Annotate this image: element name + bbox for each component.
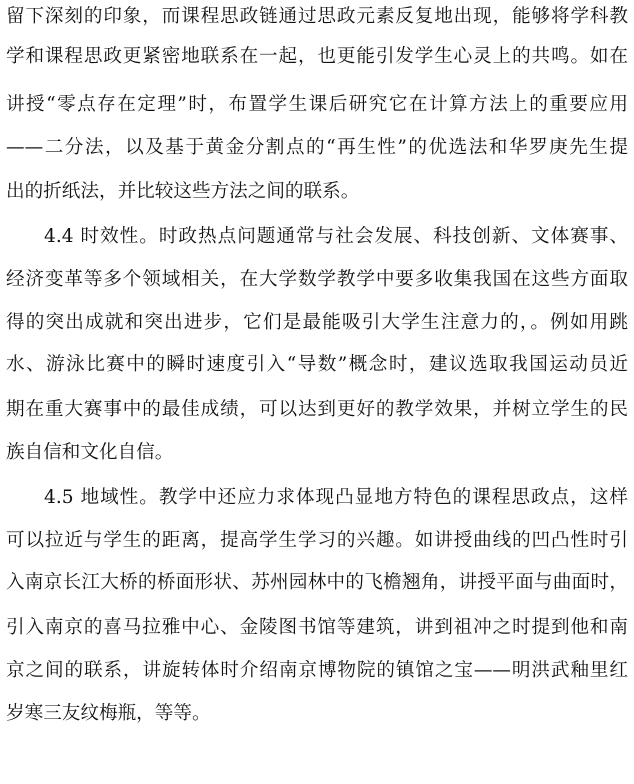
paragraph-3-line-6: 岁寒三友纹梅瓶，等等。 xyxy=(6,703,211,724)
paragraph-1-line-3: 讲授“零点存在定理”时，布置学生课后研究它在计算方法上的重要应用 xyxy=(6,94,628,115)
paragraph-2-line-4: 水、游泳比赛中的瞬时速度引入“导数”概念时，建议选取我国运动员近 xyxy=(6,354,628,375)
paragraph-3-line-1: 4.5 地域性。教学中还应力求体现凸显地方特色的课程思政点，这样 xyxy=(44,487,628,508)
paragraph-3-line-3: 入南京长江大桥的桥面形状、苏州园林中的飞檐翘角，讲授平面与曲面时， xyxy=(6,572,628,593)
paragraph-3-line-4: 引入南京的喜马拉雅中心、金陵图书馆等建筑，讲到祖冲之时提到他和南 xyxy=(6,617,628,638)
paragraph-2-line-2: 经济变革等多个领域相关，在大学数学教学中要多收集我国在这些方面取 xyxy=(6,269,628,290)
paragraph-1-line-5: 出的折纸法，并比较这些方法之间的联系。 xyxy=(6,181,360,202)
paragraph-2-line-3: 得的突出成就和突出进步，它们是最能吸引大学生注意力的，。例如用跳 xyxy=(6,312,628,333)
paragraph-3-line-2: 可以拉近与学生的距离，提高学生学习的兴趣。如讲授曲线的凹凸性时引 xyxy=(6,530,628,551)
paragraph-2-line-5: 期在重大赛事中的最佳成绩，可以达到更好的教学效果，并树立学生的民 xyxy=(6,399,628,420)
paragraph-1-line-2: 学和课程思政更紧密地联系在一起，也更能引发学生心灵上的共鸣。如在 xyxy=(6,46,628,67)
paragraph-2-line-1: 4.4 时效性。时政热点问题通常与社会发展、科技创新、文体赛事、 xyxy=(44,226,628,247)
paragraph-1-line-4: ——二分法，以及基于黄金分割点的“再生性”的优选法和华罗庚先生提 xyxy=(6,137,628,158)
paragraph-1-line-1: 留下深刻的印象，而课程思政链通过思政元素反复地出现，能够将学科教 xyxy=(6,6,628,27)
paragraph-2-line-6: 族自信和文化自信。 xyxy=(6,442,174,463)
paragraph-3-line-5: 京之间的联系，讲旋转体时介绍南京博物院的镇馆之宝——明洪武釉里红 xyxy=(6,660,628,681)
